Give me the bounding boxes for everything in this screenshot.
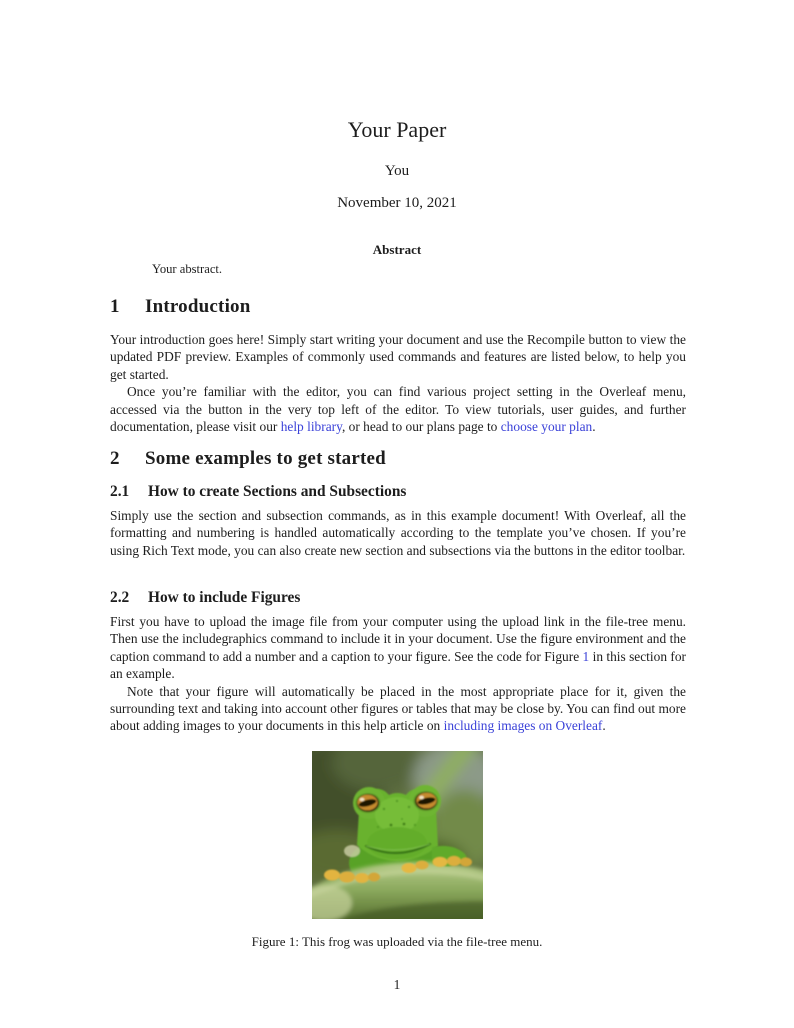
section-number: 2 <box>110 448 120 469</box>
author: You <box>384 163 410 179</box>
text-segment: Once you’re familiar with the editor, you can find various project setting in the Overleaf menu, accessed via the button in the very top left of the editor. To view tutorials, user guides, and further documentation, please visit our <box>110 384 686 435</box>
subsection-heading-sections <box>110 483 406 501</box>
subsection-heading-figures <box>110 589 300 607</box>
section-title: Introduction <box>145 296 251 317</box>
link-choose-your-plan[interactable]: choose your plan <box>500 419 593 435</box>
link-help-library[interactable]: help library <box>280 419 342 435</box>
section-heading-examples <box>110 448 386 470</box>
page-title: Your Paper <box>347 117 447 142</box>
page-number: 1 <box>393 977 401 992</box>
paragraph: Your introduction goes here! Simply start writing your document and use the Recompile button to view the updated PDF preview. Examples of commonly used commands and features are listed below, to help you get started. <box>110 332 686 382</box>
subsection-figures-body <box>110 613 686 735</box>
text-segment: . <box>602 718 606 734</box>
subsection-title: How to include Figures <box>148 589 301 606</box>
frog-image <box>312 751 483 919</box>
text-segment: Note that your figure will automatically be placed in the most appropriate place for it, given the surrounding text and taking into account other figures or tables that may be close by. You can find out more about adding images to your documents in this help article on <box>110 683 686 734</box>
text-segment: in this section for an example. <box>110 648 686 682</box>
text-segment: First you have to upload the image file from your computer using the upload link in the file-tree menu. Then use the includegraphics command to include it in your document. Use the figure environment and the caption command to add a number and a caption to your figure. See the code for Figure <box>110 614 686 664</box>
section-number: 1 <box>110 296 120 317</box>
section-title: Some examples to get started <box>145 448 386 469</box>
subsection-sections-body <box>110 507 686 559</box>
section-heading-introduction <box>110 296 251 318</box>
date: November 10, 2021 <box>337 195 457 211</box>
abstract-heading: Abstract <box>372 242 422 257</box>
abstract-text: Your abstract. <box>152 262 223 276</box>
paragraph <box>110 613 686 683</box>
figure-caption: Figure 1: This frog was uploaded via the file-tree menu. <box>251 934 543 949</box>
link-including-images-on-overleaf[interactable]: including images on Overleaf <box>443 718 603 734</box>
paragraph <box>110 683 686 735</box>
frog-illustration <box>312 751 483 919</box>
text-segment: , or head to our plans page to <box>341 419 501 435</box>
subsection-number: 2.2 <box>110 589 130 606</box>
section-introduction-body <box>110 331 686 435</box>
text-segment: . <box>592 419 596 435</box>
subsection-title: How to create Sections and Subsections <box>148 483 407 500</box>
link-figure-reference[interactable]: 1 <box>582 648 590 664</box>
subsection-number: 2.1 <box>110 483 130 500</box>
paragraph: Simply use the section and subsection commands, as in this example document! With Overleaf, all the formatting and numbering is handled automatically according to the template you’ve chosen. If you’re using Rich Text mode, you can also create new section and subsections via the buttons in the editor toolbar. <box>110 508 686 558</box>
paragraph <box>110 383 686 435</box>
